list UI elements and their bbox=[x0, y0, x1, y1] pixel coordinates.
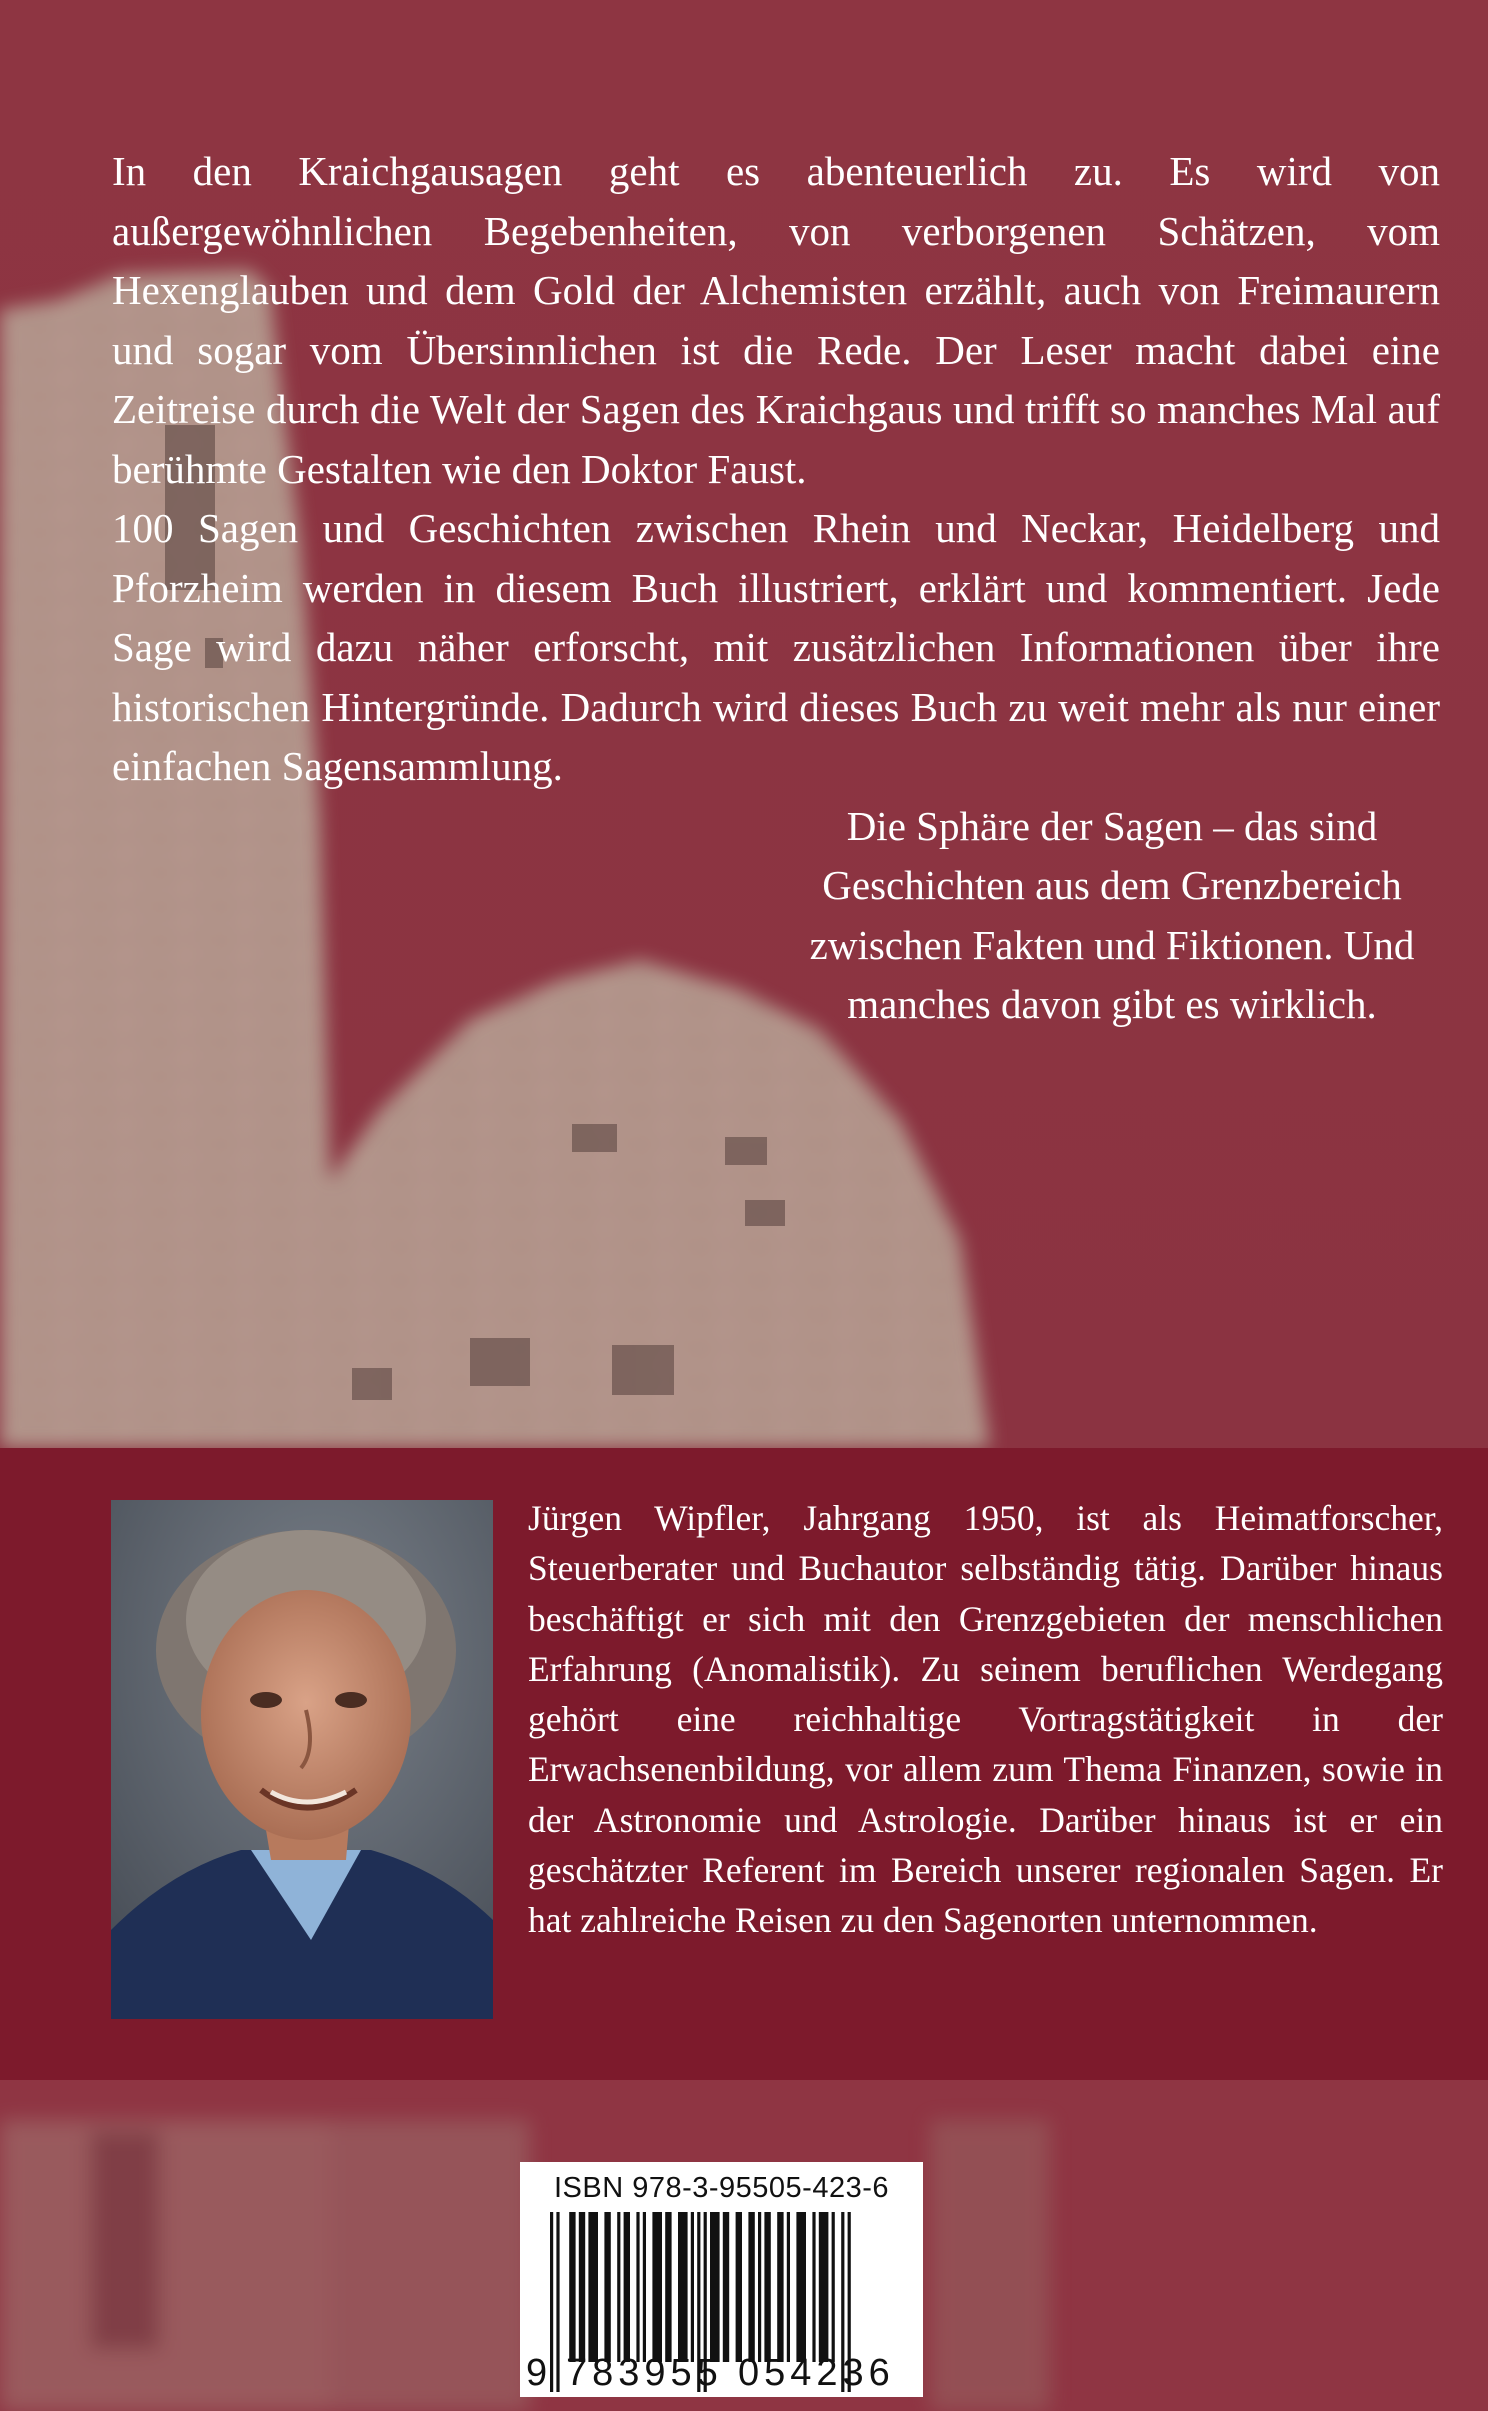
blurb-paragraph-3: Die Sphäre der Sagen – das sind Geschichten aus dem Grenzbereich zwischen Fakten und Fiktionen. Und manches davon gibt es wirklich. bbox=[809, 802, 1415, 1027]
barcode-bar bbox=[758, 2212, 761, 2362]
barcode-bar bbox=[796, 2212, 806, 2362]
blurb-paragraph-1: In den Kraichgausagen geht es abenteuerlich zu. Es wird von außergewöhnlichen Begebenheiten, von verborgenen Schätzen, vom Hexenglauben und dem Gold der Alchemisten erzählt, auch von Freimaurern und sogar vom Übersinnlichen ist die Rede. Der Leser macht dabei eine Zeitreise durch die Welt der Sagen des Kraichgaus und trifft so manches Mal auf berühmte Gestalten wie den Doktor Faust. bbox=[112, 148, 1440, 492]
portrait-image bbox=[111, 1500, 493, 2019]
barcode-bar bbox=[787, 2212, 790, 2362]
barcode-bar bbox=[643, 2212, 646, 2362]
barcode-bar bbox=[569, 2212, 575, 2362]
barcode-bar bbox=[624, 2212, 630, 2362]
ean-left-digits: 783955 bbox=[566, 2352, 723, 2394]
barcode-bar bbox=[678, 2212, 688, 2362]
bottom-panel bbox=[0, 2080, 1488, 2411]
barcode-bar bbox=[691, 2212, 694, 2362]
barcode-bar bbox=[723, 2212, 729, 2362]
barcode-bar bbox=[588, 2212, 598, 2362]
barcode-bar bbox=[665, 2212, 671, 2362]
blurb-paragraph-2: 100 Sagen und Geschichten zwischen Rhein und Neckar, Heidelberg und Pforzheim werden in diesem Buch illustriert, erklärt und kommentiert. Jede Sage wird dazu näher erforscht, mit zusätzlichen Informationen über ihre historischen Hintergründe. Dadurch wird dieses Buch zu weit mehr als nur einer einfachen Sagensammlung. bbox=[112, 505, 1440, 789]
isbn-barcode bbox=[520, 2162, 923, 2397]
barcode-bar bbox=[777, 2212, 783, 2362]
barcode-bar bbox=[556, 2212, 559, 2392]
barcode-bar bbox=[604, 2212, 610, 2362]
author-section bbox=[0, 1448, 1488, 2080]
blurb-text bbox=[112, 142, 1440, 1035]
barcode-bar bbox=[617, 2212, 620, 2362]
barcode-bar bbox=[736, 2212, 742, 2362]
barcode-bar bbox=[550, 2212, 553, 2392]
barcode-bar bbox=[832, 2212, 835, 2362]
ean-right-digits: 054236 bbox=[738, 2352, 895, 2394]
barcode-bar bbox=[579, 2212, 585, 2362]
author-portrait bbox=[111, 1500, 493, 2019]
author-bio-text: Jürgen Wipfler, Jahrgang 1950, ist als Heimatforscher, Steuerberater und Buchautor selbständig tätig. Darüber hinaus beschäftigt er sich mit den Grenzgebieten der menschlichen Erfahrung (Anomalistik). Zu seinem beruflichen Werdegang gehört eine reichhaltige Vortragstätigkeit in der Erwachsenenbildung, vor allem zum Thema Finanzen, sowie in der Astronomie und Astrologie. Darüber hinaus ist er ein geschätzter Referent im Bereich unserer regionalen Sagen. Er hat zahlreiche Reisen zu den Sagenorten unternommen. bbox=[528, 1498, 1443, 1941]
barcode-bar bbox=[652, 2212, 662, 2362]
barcode-bar bbox=[636, 2212, 639, 2362]
isbn-label: ISBN 978-3-95505-423-6 bbox=[553, 2172, 890, 2204]
barcode-bar bbox=[812, 2212, 815, 2362]
barcode-bar bbox=[764, 2212, 770, 2362]
barcode-bar bbox=[748, 2212, 754, 2362]
barcode-bar bbox=[819, 2212, 829, 2362]
barcode-bar bbox=[710, 2212, 720, 2362]
author-bio bbox=[528, 1493, 1443, 1946]
ean-lead-digit: 9 bbox=[526, 2352, 548, 2394]
